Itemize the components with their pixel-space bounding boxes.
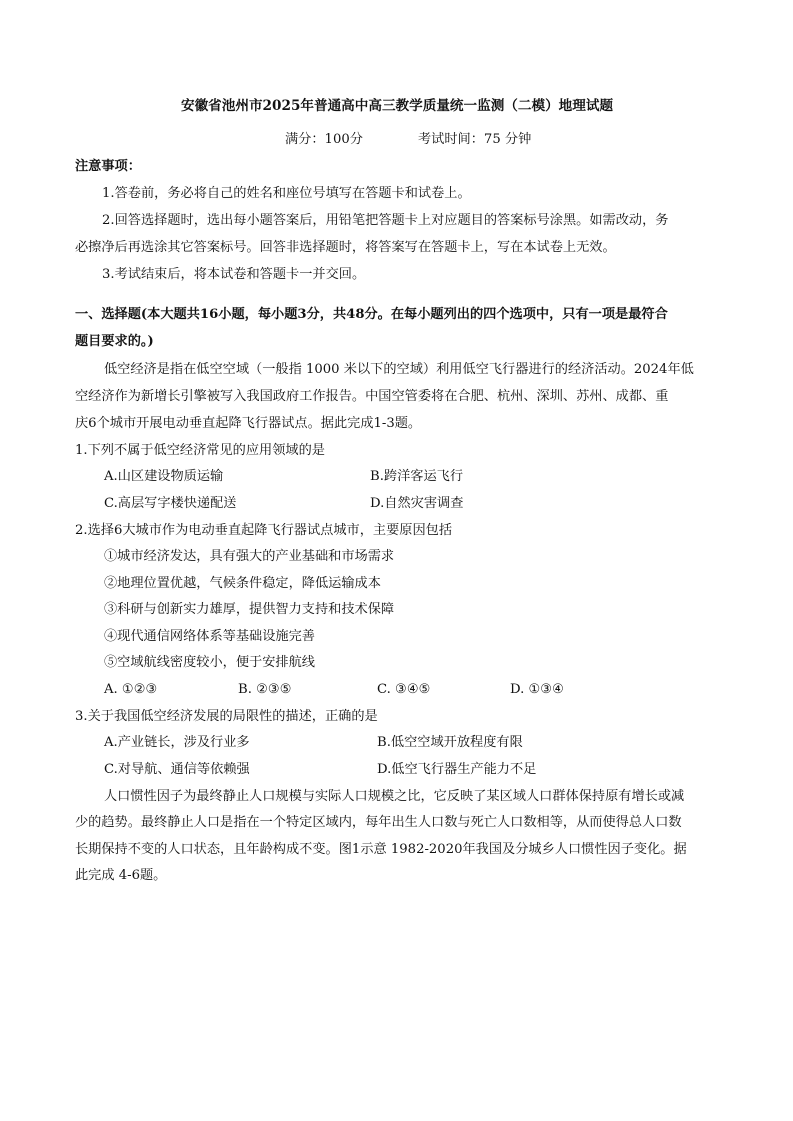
question-3-option-b: B.低空空域开放程度有限 [377, 735, 523, 750]
question-3-option-a: A.产业链长，涉及行业多 [104, 735, 250, 750]
passage-2-line-2: 少的趋势。最终静止人口是指在一个特定区域内，每年出生人口数与死亡人口数相等，从而使得总人口数 [75, 815, 682, 830]
question-2-statement-1: ①城市经济发达，具有强大的产业基础和市场需求 [104, 549, 395, 564]
question-1-option-a: A.山区建设物质运输 [104, 469, 224, 484]
notice-item-2-line-2: 必擦净后再选涂其它答案标号。回答非选择题时，将答案写在答题卡上，写在本试卷上无效。 [75, 240, 616, 255]
passage-2-line-1: 人口惯性因子为最终静止人口规模与实际人口规模之比，它反映了某区域人口群体保持原有增长或减 [104, 789, 685, 804]
notice-item-3: 3.考试结束后，将本试卷和答题卡一并交回。 [102, 267, 366, 282]
full-score: 满分：100分 [285, 132, 363, 147]
exam-title: 安徽省池州市2025年普通高中高三教学质量统一监测（二模）地理试题 [181, 98, 614, 114]
question-2-statement-4: ④现代通信网络体系等基础设施完善 [104, 629, 315, 644]
question-1-stem: 1.下列不属于低空经济常见的应用领域的是 [75, 443, 325, 458]
question-3-option-c: C.对导航、通信等依赖强 [104, 762, 250, 777]
passage-2-line-4: 此完成 4-6题。 [75, 868, 167, 883]
passage-1-line-2: 空经济作为新增长引擎被写入我国政府工作报告。中国空管委将在合肥、杭州、深圳、苏州、成都、重 [75, 389, 669, 404]
section-heading-line-1: 一、选择题(本大题共16小题，每小题3分，共48分。在每小题列出的四个选项中，只有一项是最符合 [75, 307, 668, 322]
question-1-option-d: D.自然灾害调查 [370, 496, 464, 511]
question-1-option-c: C.高层写字楼快递配送 [104, 496, 237, 511]
notice-item-1: 1.答卷前，务必将自己的姓名和座位号填写在答题卡和试卷上。 [102, 186, 471, 201]
question-1-option-b: B.跨洋客运飞行 [370, 469, 464, 484]
passage-2-line-3: 长期保持不变的人口状态，且年龄构成不变。图1示意 1982-2020年我国及分城乡人口惯性因子变化。据 [75, 842, 687, 857]
passage-1-line-1: 低空经济是指在低空空域（一般指 1000 米以下的空域）利用低空飞行器进行的经济活动。2024年低 [104, 362, 694, 377]
question-2-statement-2: ②地理位置优越，气候条件稳定，降低运输成本 [104, 576, 381, 591]
question-3-option-d: D.低空飞行器生产能力不足 [377, 762, 537, 777]
question-2-option-c: C. ③④⑤ [377, 682, 431, 697]
question-3-stem: 3.关于我国低空经济发展的局限性的描述，正确的是 [75, 709, 378, 724]
question-2-stem: 2.选择6大城市作为电动垂直起降飞行器试点城市，主要原因包括 [75, 523, 453, 538]
exam-time: 考试时间：75 分钟 [418, 132, 532, 147]
section-heading-line-2: 题目要求的。) [75, 334, 154, 349]
notice-heading: 注意事项： [75, 159, 141, 174]
question-2-option-d: D. ①③④ [510, 682, 564, 697]
question-2-option-b: B. ②③⑤ [238, 682, 292, 697]
question-2-statement-5: ⑤空域航线密度较小，便于安排航线 [104, 655, 315, 670]
passage-1-line-3: 庆6个城市开展电动垂直起降飞行器试点。据此完成1-3题。 [75, 416, 422, 431]
notice-item-2-line-1: 2.回答选择题时，选出每小题答案后，用铅笔把答题卡上对应题目的答案标号涂黑。如需改动，务 [102, 213, 669, 228]
question-2-statement-3: ③科研与创新实力雄厚，提供智力支持和技术保障 [104, 602, 395, 617]
question-2-option-a: A. ①②③ [104, 682, 158, 697]
